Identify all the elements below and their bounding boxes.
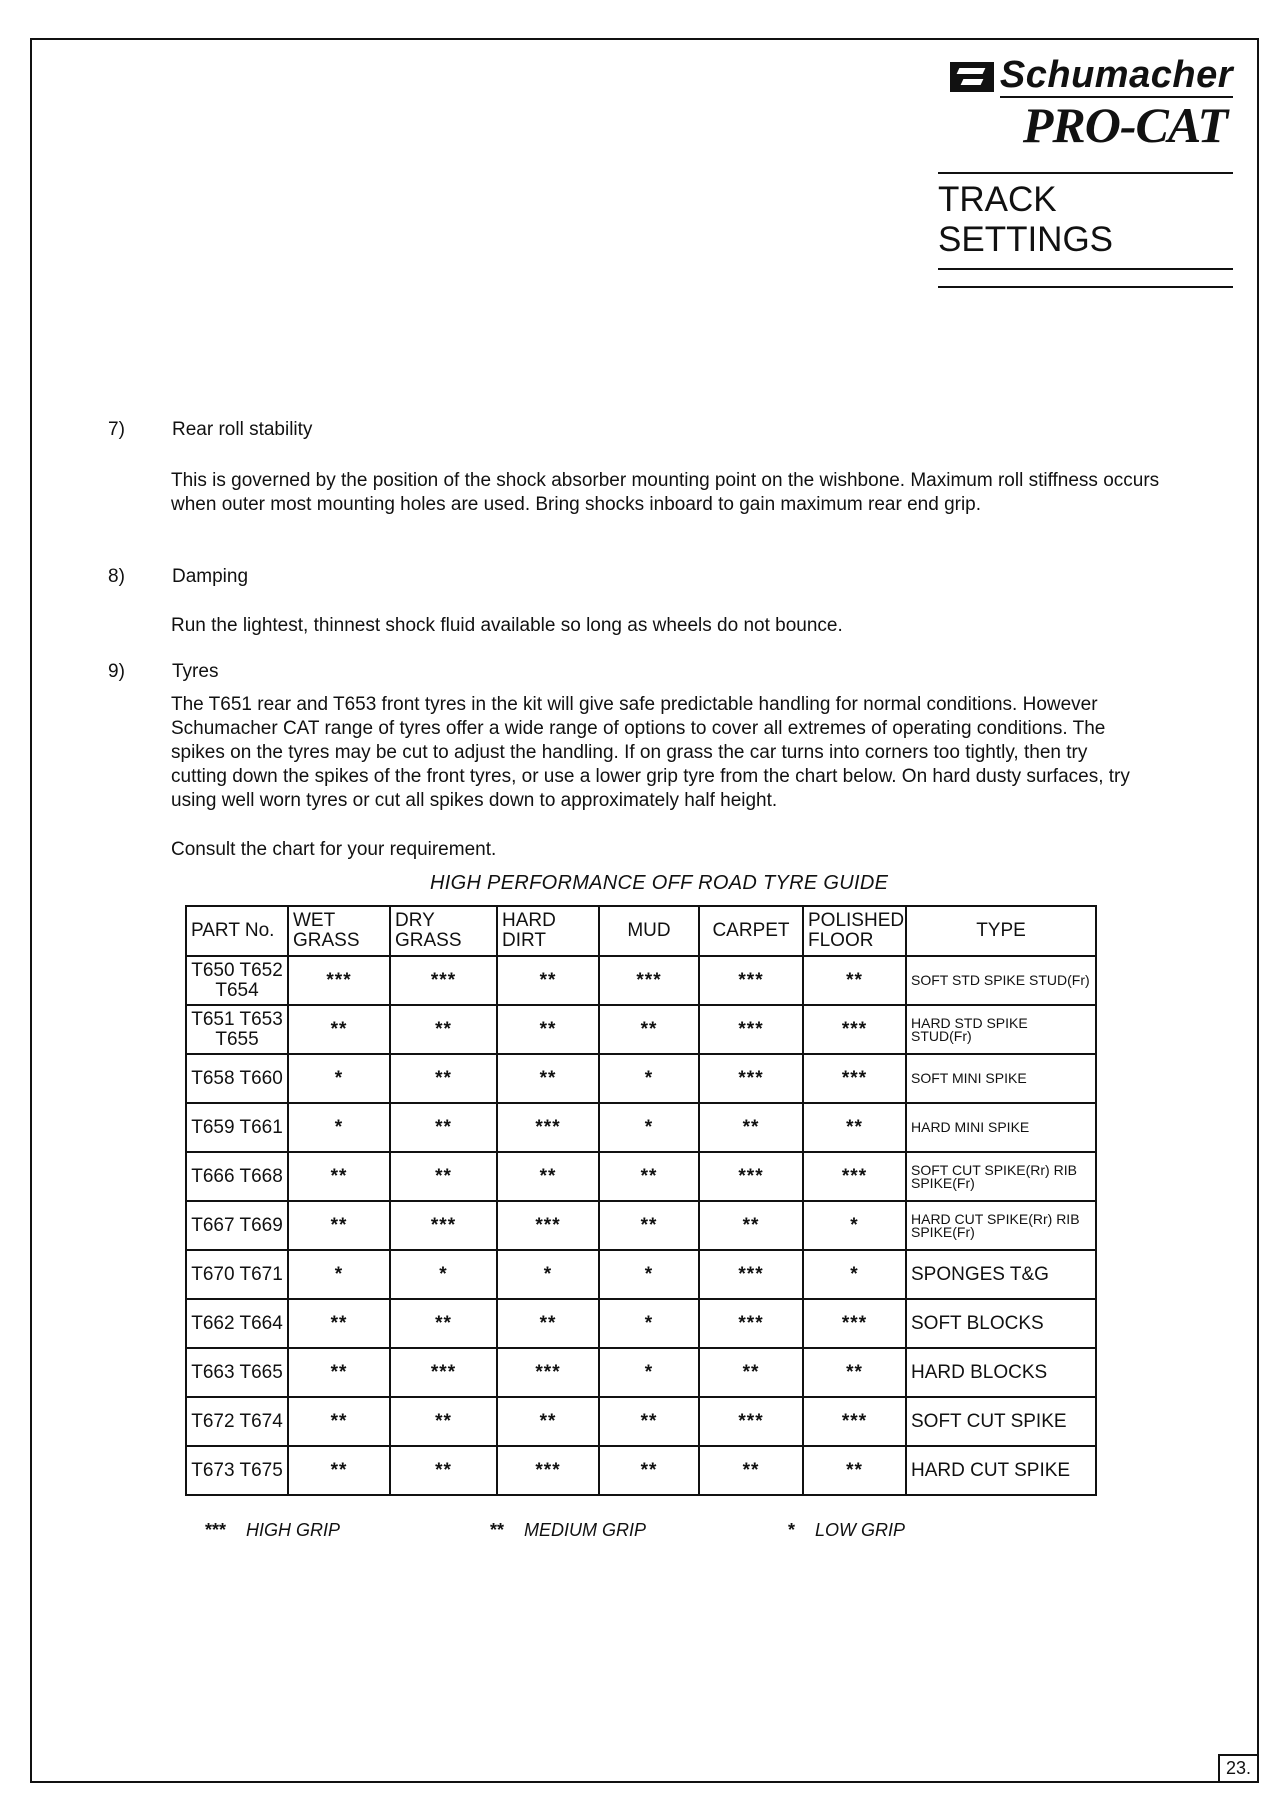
grip-rating-cell: ** (599, 1446, 699, 1495)
product-name: PRO-CAT (1022, 96, 1227, 153)
grip-rating-cell: ** (390, 1397, 497, 1446)
legend-label: MEDIUM GRIP (524, 1520, 647, 1540)
grip-rating-cell: * (288, 1054, 390, 1103)
grip-rating-cell: *** (497, 1446, 599, 1495)
section-heading: Damping (172, 566, 249, 587)
grip-rating-cell: *** (390, 1201, 497, 1250)
grip-rating-cell: *** (390, 956, 497, 1005)
grip-rating-cell: *** (390, 1348, 497, 1397)
grip-rating-cell: ** (599, 1201, 699, 1250)
legend-stars: ** (490, 1520, 505, 1540)
part-number-cell: T666 T668 (186, 1152, 288, 1201)
brand-logo (905, 54, 1233, 153)
section-7-text: This is governed by the position of the shock absorber mounting point on the wishbone. Maximum roll stiffness occurs when outer most mounting holes are used. Bring shocks inboard to gain maximum rear end grip. (171, 470, 1160, 515)
grip-rating-cell: ** (288, 1005, 390, 1054)
grip-rating-cell: * (803, 1201, 906, 1250)
grip-rating-cell: ** (288, 1397, 390, 1446)
grip-rating-cell: ** (599, 1152, 699, 1201)
grip-rating-cell: *** (803, 1152, 906, 1201)
tyre-type-cell: HARD MINI SPIKE (906, 1103, 1096, 1152)
table-row (186, 1250, 1096, 1299)
table-row (186, 1054, 1096, 1103)
grip-rating-cell: * (599, 1250, 699, 1299)
part-number-cell: T670 T671 (186, 1250, 288, 1299)
grip-rating-cell: ** (497, 1054, 599, 1103)
table-row (186, 1446, 1096, 1495)
grip-rating-cell: *** (699, 1299, 803, 1348)
legend-high-grip (205, 1520, 340, 1541)
table-header-row (186, 906, 1096, 956)
table-row (186, 956, 1096, 1005)
grip-rating-cell: *** (699, 1250, 803, 1299)
grip-rating-cell: ** (390, 1299, 497, 1348)
part-number-cell: T663 T665 (186, 1348, 288, 1397)
grip-rating-cell: ** (599, 1005, 699, 1054)
schumacher-logo-icon (950, 62, 994, 92)
grip-rating-cell: * (497, 1250, 599, 1299)
column-header: WET GRASS (288, 906, 390, 956)
grip-rating-cell: * (803, 1250, 906, 1299)
table-row (186, 1397, 1096, 1446)
grip-rating-cell: ** (497, 956, 599, 1005)
page-number: 23. (1218, 1754, 1257, 1781)
section-title: TRACK SETTINGS (938, 172, 1233, 270)
part-number-cell: T650 T652 T654 (186, 956, 288, 1005)
section-9-text-consult: Consult the chart for your requirement. (171, 839, 497, 860)
brand-line (905, 56, 1233, 98)
part-number-cell: T667 T669 (186, 1201, 288, 1250)
grip-rating-cell: ** (497, 1397, 599, 1446)
grip-rating-cell: ** (288, 1201, 390, 1250)
legend-medium-grip (490, 1520, 646, 1541)
grip-rating-cell: ** (599, 1397, 699, 1446)
tyre-type-cell: SOFT CUT SPIKE (906, 1397, 1096, 1446)
tyre-type-cell: HARD STD SPIKE STUD(Fr) (906, 1005, 1096, 1054)
grip-rating-cell: *** (803, 1005, 906, 1054)
brand-name: Schumacher (999, 54, 1233, 96)
tyre-type-cell: SOFT BLOCKS (906, 1299, 1096, 1348)
grip-rating-cell: *** (288, 956, 390, 1005)
section-heading: Tyres (172, 661, 219, 682)
section-number: 9) (108, 661, 125, 682)
tyre-type-cell: HARD CUT SPIKE(Rr) RIB SPIKE(Fr) (906, 1201, 1096, 1250)
grip-rating-cell: ** (390, 1152, 497, 1201)
section-number: 7) (108, 419, 125, 440)
section-number: 8) (108, 566, 125, 587)
tyre-type-cell: HARD BLOCKS (906, 1348, 1096, 1397)
grip-rating-cell: *** (497, 1348, 599, 1397)
grip-rating-cell: ** (803, 1348, 906, 1397)
grip-rating-cell: *** (599, 956, 699, 1005)
part-number-cell: T659 T661 (186, 1103, 288, 1152)
table-row (186, 1299, 1096, 1348)
section-9-text: The T651 rear and T653 front tyres in the kit will give safe predictable handling for normal conditions. However Schumacher CAT range of tyres offer a wide range of options to cover all extremes of operating conditions. The spikes on the tyres may be cut to adjust the handling. If on grass the car turns into corners too tightly, then try cutting down the spikes of the front tyres, or use a lower grip tyre from the chart below. On hard dusty surfaces, try using well worn tyres or cut all spikes down to approximately half height. (171, 694, 1130, 811)
tyre-guide-title: HIGH PERFORMANCE OFF ROAD TYRE GUIDE (430, 872, 889, 894)
grip-rating-cell: ** (390, 1103, 497, 1152)
grip-rating-cell: ** (803, 1446, 906, 1495)
legend-label: HIGH GRIP (246, 1520, 341, 1540)
part-number-cell: T672 T674 (186, 1397, 288, 1446)
grip-rating-cell: *** (497, 1103, 599, 1152)
grip-rating-cell: ** (288, 1348, 390, 1397)
grip-rating-cell: * (288, 1103, 390, 1152)
section-8-text: Run the lightest, thinnest shock fluid available so long as wheels do not bounce. (171, 615, 843, 636)
grip-rating-cell: ** (390, 1005, 497, 1054)
grip-rating-cell: *** (699, 1054, 803, 1103)
grip-rating-cell: * (599, 1299, 699, 1348)
tyre-guide-table (185, 905, 1097, 1496)
grip-rating-cell: ** (803, 956, 906, 1005)
tyre-type-cell: SOFT STD SPIKE STUD(Fr) (906, 956, 1096, 1005)
table-row (186, 1348, 1096, 1397)
grip-rating-cell: *** (803, 1299, 906, 1348)
grip-rating-cell: ** (288, 1446, 390, 1495)
table-row (186, 1005, 1096, 1054)
grip-rating-cell: ** (699, 1446, 803, 1495)
part-number-cell: T662 T664 (186, 1299, 288, 1348)
grip-rating-cell: ** (699, 1348, 803, 1397)
section-heading: Rear roll stability (172, 419, 313, 440)
grip-rating-cell: ** (497, 1152, 599, 1201)
legend-label: LOW GRIP (815, 1520, 906, 1540)
grip-rating-cell: ** (497, 1005, 599, 1054)
grip-rating-cell: ** (288, 1299, 390, 1348)
grip-rating-cell: * (599, 1103, 699, 1152)
column-header: CARPET (699, 906, 803, 956)
table-row (186, 1201, 1096, 1250)
grip-rating-cell: *** (699, 1005, 803, 1054)
tyre-type-cell: SOFT MINI SPIKE (906, 1054, 1096, 1103)
column-header: DRY GRASS (390, 906, 497, 956)
grip-rating-cell: ** (699, 1103, 803, 1152)
grip-rating-cell: * (599, 1054, 699, 1103)
legend-low-grip (788, 1520, 905, 1541)
tyre-guide-body (186, 956, 1096, 1495)
legend-stars: * (788, 1520, 796, 1540)
divider (938, 286, 1233, 288)
part-number-cell: T658 T660 (186, 1054, 288, 1103)
grip-rating-cell: *** (699, 1152, 803, 1201)
table-row (186, 1103, 1096, 1152)
tyre-type-cell: SPONGES T&G (906, 1250, 1096, 1299)
column-header: TYPE (906, 906, 1096, 956)
grip-rating-cell: *** (699, 956, 803, 1005)
column-header: MUD (599, 906, 699, 956)
part-number-cell: T673 T675 (186, 1446, 288, 1495)
grip-rating-cell: ** (390, 1446, 497, 1495)
grip-rating-cell: ** (288, 1152, 390, 1201)
grip-rating-cell: * (390, 1250, 497, 1299)
table-row (186, 1152, 1096, 1201)
grip-rating-cell: *** (803, 1054, 906, 1103)
column-header: POLISHED FLOOR (803, 906, 906, 956)
column-header: HARD DIRT (497, 906, 599, 956)
tyre-type-cell: HARD CUT SPIKE (906, 1446, 1096, 1495)
grip-rating-cell: * (599, 1348, 699, 1397)
column-header: PART No. (186, 906, 288, 956)
grip-rating-cell: * (288, 1250, 390, 1299)
grip-rating-cell: ** (803, 1103, 906, 1152)
grip-rating-cell: ** (699, 1201, 803, 1250)
grip-rating-cell: *** (497, 1201, 599, 1250)
grip-rating-cell: *** (699, 1397, 803, 1446)
tyre-type-cell: SOFT CUT SPIKE(Rr) RIB SPIKE(Fr) (906, 1152, 1096, 1201)
part-number-cell: T651 T653 T655 (186, 1005, 288, 1054)
grip-rating-cell: ** (390, 1054, 497, 1103)
grip-rating-cell: ** (497, 1299, 599, 1348)
grip-rating-cell: *** (803, 1397, 906, 1446)
legend-stars: *** (205, 1520, 227, 1540)
